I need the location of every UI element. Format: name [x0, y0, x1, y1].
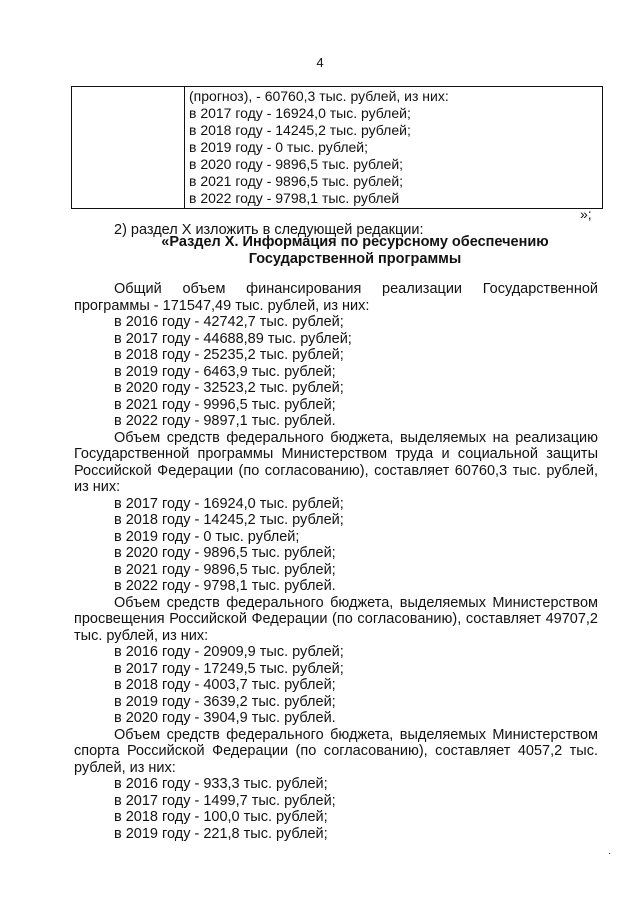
table-line: в 2019 году - 0 тыс. рублей;	[189, 139, 369, 155]
year-line: в 2017 году - 1499,7 тыс. рублей;	[114, 792, 336, 809]
year-line: в 2018 году - 14245,2 тыс. рублей;	[114, 512, 344, 528]
margin-mark: ·	[608, 848, 612, 859]
year-line: в 2019 году - 0 тыс. рублей;	[114, 528, 300, 545]
year-line: в 2020 году - 3904,9 тыс. рублей.	[114, 710, 336, 726]
continuation-table	[71, 86, 603, 209]
year-line: в 2018 году - 4003,7 тыс. рублей;	[114, 677, 336, 693]
mintrud-paragraph: Объем средств федерального бюджета, выделяемых на реализацию Государственной программы Министерством труда и социальной защиты Российской Федерации (по согласованию), составляет 60760,3 тыс. рублей, из них:	[74, 429, 598, 495]
year-line: в 2020 году - 9896,5 тыс. рублей;	[114, 545, 336, 561]
closing-quote: »;	[580, 206, 592, 222]
year-line: в 2021 году - 9996,5 тыс. рублей;	[114, 396, 336, 413]
table-funding-cell	[185, 87, 603, 209]
table-empty-cell	[72, 87, 185, 209]
year-line: в 2020 году - 32523,2 тыс. рублей;	[114, 380, 344, 396]
table-line: в 2020 году - 9896,5 тыс. рублей;	[189, 156, 404, 172]
year-line: в 2017 году - 17249,5 тыс. рублей;	[114, 660, 344, 677]
table-line: (прогноз), - 60760,3 тыс. рублей, из них:	[189, 88, 449, 104]
section-heading-line2: Государственной программы	[248, 251, 462, 267]
year-line: в 2016 году - 20909,9 тыс. рублей;	[114, 644, 344, 660]
year-line: в 2021 году - 9896,5 тыс. рублей;	[114, 561, 336, 578]
year-line: в 2019 году - 221,8 тыс. рублей;	[114, 825, 328, 842]
year-line: в 2019 году - 3639,2 тыс. рублей;	[114, 693, 336, 710]
section-heading: «Раздел X. Информация по ресурсному обеспечению	[161, 234, 549, 250]
year-line: в 2019 году - 6463,9 тыс. рублей;	[114, 363, 336, 380]
year-line: в 2016 году - 933,3 тыс. рублей;	[114, 776, 328, 792]
minpros-paragraph: Объем средств федерального бюджета, выделяемых Министерством просвещения Российской Федерации (по согласованию), составляет 49707,2 тыс. рублей, из них:	[74, 594, 598, 644]
table-line: в 2021 году - 9896,5 тыс. рублей;	[189, 173, 404, 189]
table-line: в 2017 году - 16924,0 тыс. рублей;	[189, 105, 411, 121]
minsport-paragraph: Объем средств федерального бюджета, выделяемых Министерством спорта Российской Федерации (по согласованию), составляет 4057,2 тыс. рублей, из них:	[74, 726, 598, 776]
page-number: 4	[316, 55, 324, 70]
table-line: в 2022 году - 9798,1 тыс. рублей	[189, 190, 400, 206]
year-line: в 2017 году - 44688,89 тыс. рублей;	[114, 330, 352, 347]
year-line: в 2016 году - 42742,7 тыс. рублей;	[114, 314, 344, 330]
year-line: в 2017 году - 16924,0 тыс. рублей;	[114, 495, 344, 512]
total-funding-paragraph: Общий объем финансирования реализации Государственной программы - 171547,49 тыс. рублей, из них:	[74, 281, 598, 314]
year-line: в 2018 году - 100,0 тыс. рублей;	[114, 809, 328, 825]
section-intro: 2) раздел X изложить в следующей редакции:	[114, 222, 424, 238]
year-line: в 2018 году - 25235,2 тыс. рублей;	[114, 347, 344, 363]
table-line: в 2018 году - 14245,2 тыс. рублей;	[189, 122, 411, 138]
year-line: в 2022 году - 9798,1 тыс. рублей.	[114, 578, 336, 594]
total-funding-block	[74, 281, 598, 842]
year-line: в 2022 году - 9897,1 тыс. рублей.	[114, 413, 336, 429]
